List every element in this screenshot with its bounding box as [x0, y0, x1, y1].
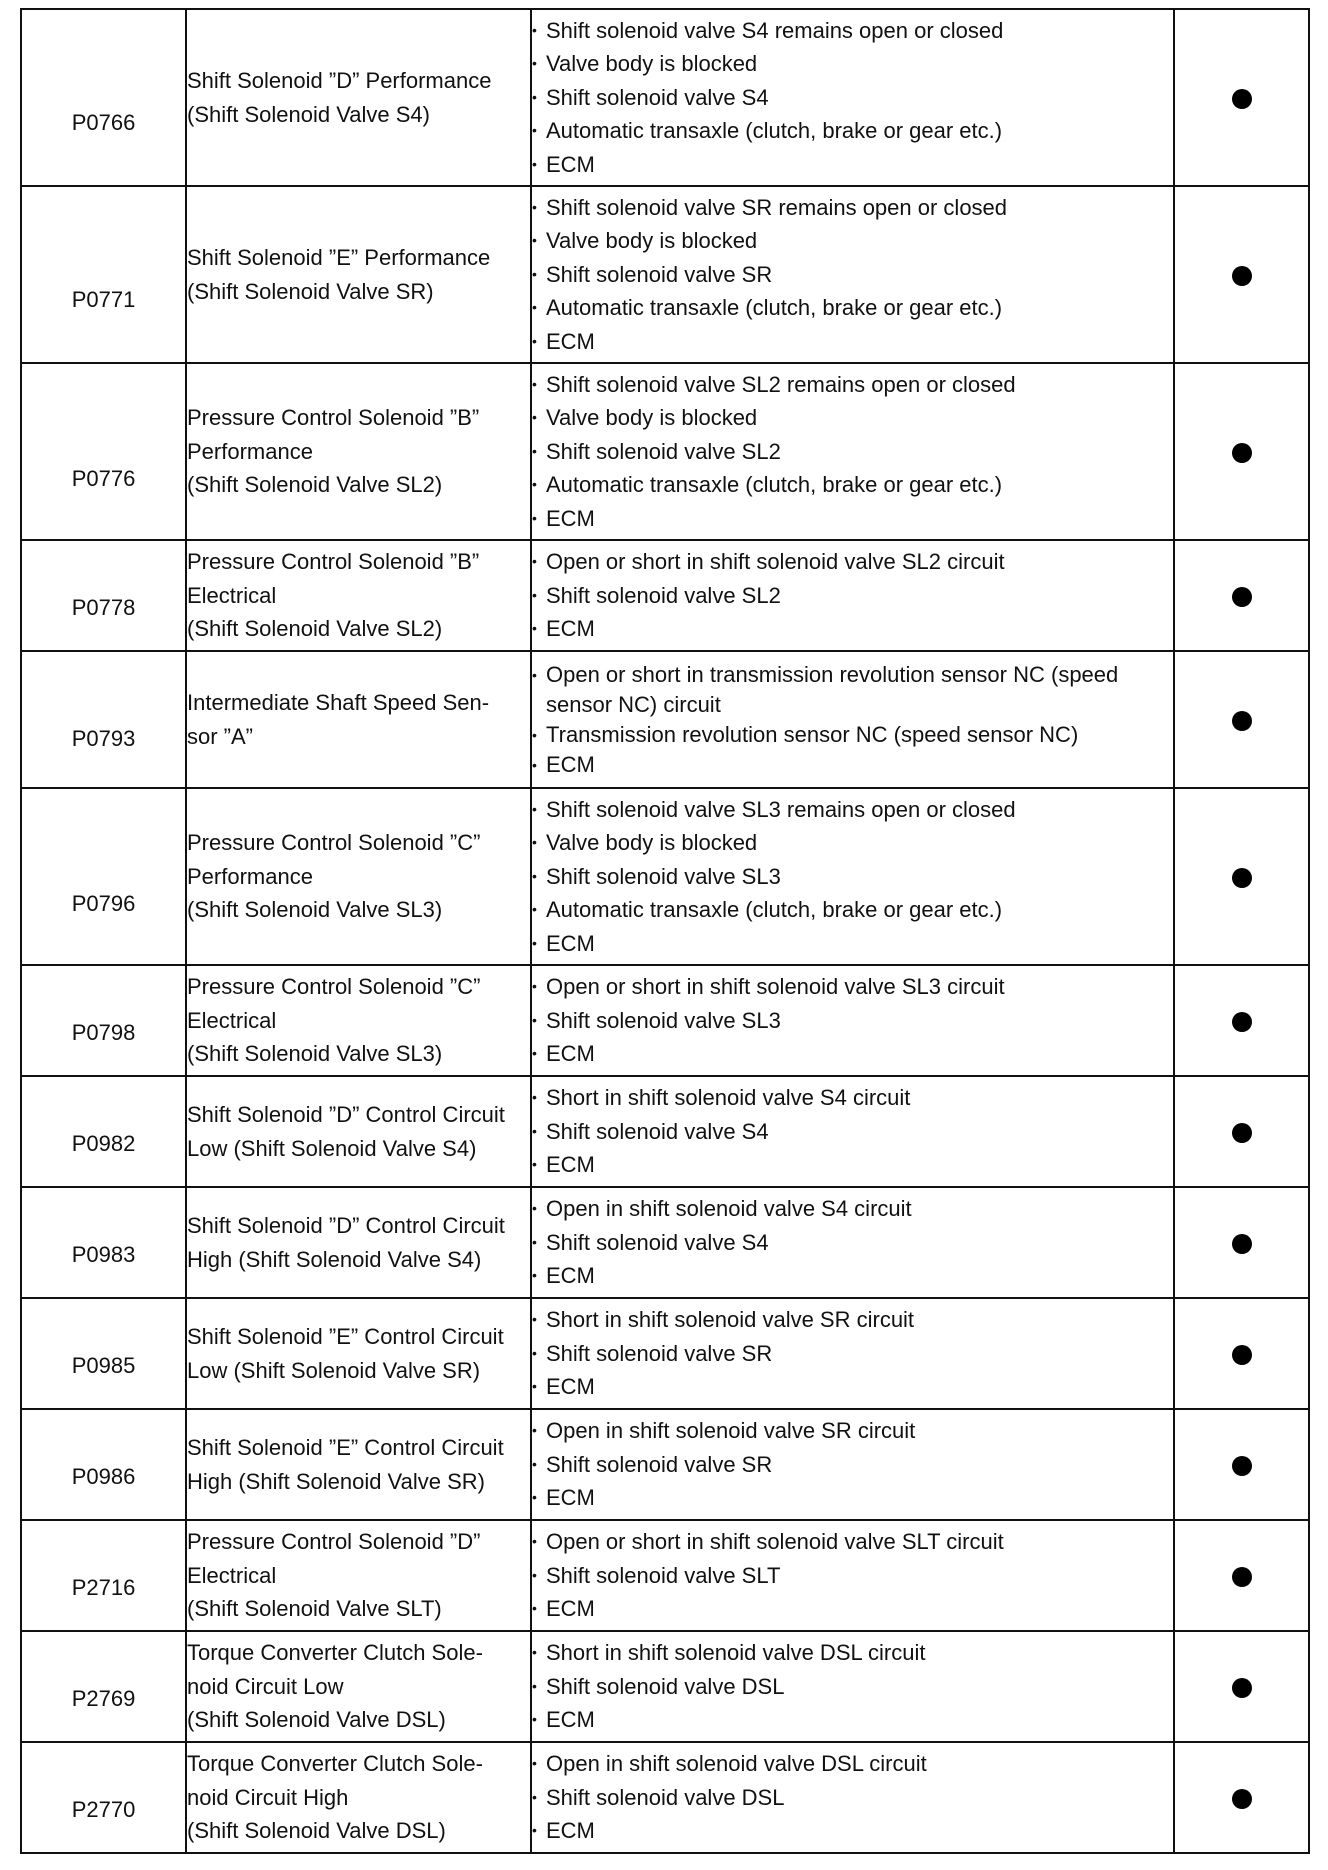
trouble-area-item: [532, 1448, 1173, 1482]
dtc-code-cell: [21, 1631, 186, 1742]
mil-cell: [1174, 363, 1309, 540]
trouble-area-cell: [531, 363, 1174, 540]
trouble-area-text: ECM: [546, 1263, 595, 1289]
detection-item-line: sor ”A”: [187, 723, 253, 749]
detection-item-line: noid Circuit Low: [187, 1673, 344, 1699]
bullet-icon: •: [532, 726, 537, 743]
mil-on-dot-icon: [1232, 1456, 1252, 1476]
dtc-code: P2769: [71, 1686, 136, 1711]
mil-cell: [1174, 1742, 1309, 1853]
bullet-icon: •: [532, 756, 537, 773]
bullet-icon: •: [532, 198, 537, 215]
trouble-area-list: [532, 1081, 1173, 1182]
table-row: [21, 1187, 1309, 1298]
trouble-area-text: ECM: [546, 151, 595, 177]
mil-cell: [1174, 540, 1309, 651]
mil-cell: [1174, 1631, 1309, 1742]
dtc-code-cell: [21, 965, 186, 1076]
trouble-area-item: [532, 1004, 1173, 1038]
trouble-area-item: [532, 81, 1173, 115]
bullet-icon: •: [532, 1011, 537, 1028]
dtc-code: P0793: [71, 726, 136, 751]
detection-item-cell: [186, 1187, 531, 1298]
dtc-code: P0985: [71, 1353, 136, 1378]
dtc-code-cell: [21, 1409, 186, 1520]
bullet-icon: •: [532, 834, 537, 851]
trouble-area-item: [532, 1259, 1173, 1293]
trouble-area-list: [532, 1414, 1173, 1515]
bullet-icon: •: [532, 1156, 537, 1173]
bullet-icon: •: [532, 800, 537, 817]
trouble-area-text: Transmission revolution sensor NC (speed sensor NC): [546, 721, 1079, 747]
trouble-area-cell: [531, 1076, 1174, 1187]
table-row: [21, 1742, 1309, 1853]
trouble-area-text: Valve body is blocked: [546, 405, 758, 431]
mil-on-dot-icon: [1232, 266, 1252, 286]
bullet-icon: •: [532, 978, 537, 995]
bullet-icon: •: [532, 1122, 537, 1139]
trouble-area-cell: [531, 965, 1174, 1076]
trouble-area-item: [532, 468, 1173, 502]
bullet-icon: •: [532, 375, 537, 392]
trouble-area-item: [532, 1747, 1173, 1781]
trouble-area-list: [532, 1192, 1173, 1293]
dtc-code: P0771: [71, 287, 136, 312]
trouble-area-item: [532, 1814, 1173, 1848]
detection-item-line: (Shift Solenoid Valve SL2): [187, 616, 443, 642]
mil-cell: [1174, 9, 1309, 186]
bullet-icon: •: [532, 1533, 537, 1550]
detection-item-line: Shift Solenoid ”D” Control Circuit: [187, 1213, 505, 1238]
trouble-area-item: [532, 1037, 1173, 1071]
trouble-area-text: ECM: [546, 1152, 595, 1178]
detection-item-line: Shift Solenoid ”D” Control Circuit: [187, 1102, 505, 1127]
detection-item-line: (Shift Solenoid Valve SL3): [187, 897, 443, 923]
bullet-icon: •: [532, 265, 537, 282]
trouble-area-text: Shift solenoid valve SR: [546, 1340, 773, 1366]
bullet-icon: •: [532, 155, 537, 172]
mil-on-dot-icon: [1232, 587, 1252, 607]
dtc-code-cell: [21, 363, 186, 540]
detection-item-cell: [186, 1520, 531, 1631]
bullet-icon: •: [532, 442, 537, 459]
bullet-icon: •: [532, 232, 537, 249]
trouble-area-text: Valve body is blocked: [546, 830, 758, 856]
trouble-area-list: [532, 793, 1173, 961]
dtc-code: P2716: [71, 1575, 136, 1600]
detection-item-line: Performance: [187, 438, 313, 464]
dtc-code-cell: [21, 186, 186, 363]
bullet-icon: •: [532, 1233, 537, 1250]
trouble-area-list: [532, 1747, 1173, 1848]
bullet-icon: •: [532, 1566, 537, 1583]
trouble-area-text: Shift solenoid valve SL3: [546, 863, 781, 889]
trouble-area-cell: [531, 186, 1174, 363]
trouble-area-text: ECM: [546, 751, 595, 777]
trouble-area-text: Automatic transaxle (clutch, brake or gear etc.): [546, 472, 1003, 498]
bullet-icon: •: [532, 1311, 537, 1328]
mil-on-dot-icon: [1232, 1123, 1252, 1143]
trouble-area-text: Open in shift solenoid valve S4 circuit: [546, 1196, 912, 1222]
detection-item-cell: [186, 1742, 531, 1853]
trouble-area-text: Shift solenoid valve S4: [546, 1229, 769, 1255]
mil-on-dot-icon: [1232, 1234, 1252, 1254]
bullet-icon: •: [532, 1677, 537, 1694]
trouble-area-text: Open or short in shift solenoid valve SLT circuit: [546, 1529, 1004, 1555]
detection-item-line: Low (Shift Solenoid Valve SR): [187, 1357, 481, 1383]
mil-cell: [1174, 186, 1309, 363]
detection-item-line: (Shift Solenoid Valve SLT): [187, 1596, 442, 1622]
dtc-code: P0778: [71, 595, 136, 620]
trouble-area-text: Shift solenoid valve SL3: [546, 1007, 781, 1033]
trouble-area-text: Shift solenoid valve S4: [546, 84, 769, 110]
detection-item-line: Torque Converter Clutch Sole-: [187, 1751, 483, 1777]
dtc-code-cell: [21, 1187, 186, 1298]
trouble-area-item: [532, 1370, 1173, 1404]
bullet-icon: •: [532, 1489, 537, 1506]
bullet-icon: •: [532, 1788, 537, 1805]
bullet-icon: •: [532, 586, 537, 603]
detection-item-cell: [186, 1631, 531, 1742]
trouble-area-item: [532, 860, 1173, 894]
trouble-area-text: Shift solenoid valve SLT: [546, 1562, 781, 1588]
bullet-icon: •: [532, 934, 537, 951]
detection-item-line: High (Shift Solenoid Valve S4): [187, 1246, 482, 1272]
bullet-icon: •: [532, 55, 537, 72]
mil-on-dot-icon: [1232, 1678, 1252, 1698]
trouble-area-item: [532, 368, 1173, 402]
trouble-area-text: Shift solenoid valve SL2 remains open or closed: [546, 371, 1016, 397]
detection-item-line: (Shift Solenoid Valve SL2): [187, 472, 443, 498]
mil-on-dot-icon: [1232, 868, 1252, 888]
trouble-area-text: ECM: [546, 1818, 595, 1844]
trouble-area-text: Shift solenoid valve DSL: [546, 1784, 785, 1810]
trouble-area-text: Shift solenoid valve S4 remains open or closed: [546, 17, 1004, 43]
mil-cell: [1174, 1409, 1309, 1520]
trouble-area-text: Shift solenoid valve DSL: [546, 1673, 785, 1699]
detection-item-line: Electrical: [187, 1562, 277, 1588]
dtc-table: [20, 8, 1310, 1854]
trouble-area-item: [532, 148, 1173, 182]
trouble-area-text: Automatic transaxle (clutch, brake or gear etc.): [546, 118, 1003, 144]
detection-item-line: Electrical: [187, 582, 277, 608]
dtc-code: P0796: [71, 891, 136, 916]
trouble-area-cell: [531, 9, 1174, 186]
mil-on-dot-icon: [1232, 1789, 1252, 1809]
trouble-area-text: Valve body is blocked: [546, 228, 758, 254]
trouble-area-text: Shift solenoid valve S4: [546, 1118, 769, 1144]
table-row: [21, 363, 1309, 540]
bullet-icon: •: [532, 1644, 537, 1661]
bullet-icon: •: [532, 867, 537, 884]
mil-on-dot-icon: [1232, 1345, 1252, 1365]
bullet-icon: •: [532, 1455, 537, 1472]
trouble-area-cell: [531, 1520, 1174, 1631]
mil-cell: [1174, 788, 1309, 965]
detection-item-line: Torque Converter Clutch Sole-: [187, 1640, 483, 1666]
table-row: [21, 540, 1309, 651]
detection-item-cell: [186, 1076, 531, 1187]
trouble-area-item: [532, 14, 1173, 48]
bullet-icon: •: [532, 332, 537, 349]
trouble-area-item: [532, 793, 1173, 827]
trouble-area-text: Shift solenoid valve SL2: [546, 582, 781, 608]
table-row: [21, 186, 1309, 363]
trouble-area-item: [532, 1703, 1173, 1737]
trouble-area-list: [532, 1525, 1173, 1626]
detection-item-cell: [186, 788, 531, 965]
trouble-area-item: [532, 1414, 1173, 1448]
mil-cell: [1174, 1298, 1309, 1409]
dtc-code-cell: [21, 1742, 186, 1853]
trouble-area-text: ECM: [546, 1707, 595, 1733]
dtc-code: P0983: [71, 1242, 136, 1267]
trouble-area-text: ECM: [546, 1374, 595, 1400]
trouble-area-item: [532, 325, 1173, 359]
dtc-code-cell: [21, 540, 186, 651]
table-row: [21, 1409, 1309, 1520]
detection-item-cell: [186, 186, 531, 363]
bullet-icon: •: [532, 122, 537, 139]
bullet-icon: •: [532, 1045, 537, 1062]
bullet-icon: •: [532, 299, 537, 316]
detection-item-cell: [186, 363, 531, 540]
bullet-icon: •: [532, 553, 537, 570]
trouble-area-item: [532, 750, 1173, 780]
detection-item-line: (Shift Solenoid Valve SR): [187, 278, 434, 304]
trouble-area-text: Open in shift solenoid valve DSL circuit: [546, 1751, 927, 1777]
detection-item-line: Shift Solenoid ”E” Control Circuit: [187, 1324, 504, 1349]
trouble-area-item: [532, 1303, 1173, 1337]
trouble-area-text: Short in shift solenoid valve S4 circuit: [546, 1085, 911, 1111]
trouble-area-text: Shift solenoid valve SR remains open or closed: [546, 194, 1008, 220]
detection-item-cell: [186, 1409, 531, 1520]
trouble-area-text: Shift solenoid valve SL2: [546, 438, 781, 464]
trouble-area-cell: [531, 788, 1174, 965]
detection-item-cell: [186, 540, 531, 651]
bullet-icon: •: [532, 1267, 537, 1284]
trouble-area-item: [532, 291, 1173, 325]
trouble-area-text: Shift solenoid valve SR: [546, 1451, 773, 1477]
dtc-code-cell: [21, 1298, 186, 1409]
trouble-area-cell: [531, 1742, 1174, 1853]
trouble-area-text: Valve body is blocked: [546, 51, 758, 77]
trouble-area-cell: [531, 651, 1174, 788]
mil-on-dot-icon: [1232, 711, 1252, 731]
dtc-table-body: [21, 9, 1309, 1853]
detection-item-line: (Shift Solenoid Valve S4): [187, 101, 430, 127]
trouble-area-item: [532, 970, 1173, 1004]
trouble-area-item: [532, 1148, 1173, 1182]
mil-on-dot-icon: [1232, 1567, 1252, 1587]
trouble-area-item: [532, 826, 1173, 860]
trouble-area-text: ECM: [546, 505, 595, 531]
mil-cell: [1174, 965, 1309, 1076]
trouble-area-text: Open in shift solenoid valve SR circuit: [546, 1418, 916, 1444]
bullet-icon: •: [532, 476, 537, 493]
mil-on-dot-icon: [1232, 443, 1252, 463]
trouble-area-item: [532, 612, 1173, 646]
bullet-icon: •: [532, 1422, 537, 1439]
detection-item-line: Shift Solenoid ”E” Performance: [187, 245, 491, 270]
detection-item-line: Performance: [187, 863, 313, 889]
trouble-area-item: [532, 258, 1173, 292]
dtc-code: P2770: [71, 1797, 136, 1822]
dtc-code: P0982: [71, 1131, 136, 1156]
trouble-area-text: Short in shift solenoid valve SR circuit: [546, 1307, 915, 1333]
trouble-area-item: [532, 893, 1173, 927]
dtc-code-cell: [21, 788, 186, 965]
trouble-area-text: ECM: [546, 1596, 595, 1622]
dtc-code: P0776: [71, 466, 136, 491]
mil-cell: [1174, 651, 1309, 788]
detection-item-cell: [186, 1298, 531, 1409]
trouble-area-item: [532, 1670, 1173, 1704]
trouble-area-cell: [531, 1631, 1174, 1742]
table-row: [21, 1076, 1309, 1187]
trouble-area-item: [532, 1525, 1173, 1559]
table-row: [21, 1631, 1309, 1742]
trouble-area-item: [532, 224, 1173, 258]
detection-item-line: (Shift Solenoid Valve DSL): [187, 1707, 446, 1733]
mil-on-dot-icon: [1232, 89, 1252, 109]
bullet-icon: •: [532, 409, 537, 426]
trouble-area-cell: [531, 540, 1174, 651]
trouble-area-item: [532, 545, 1173, 579]
trouble-area-list: [532, 660, 1173, 780]
trouble-area-item: [532, 1337, 1173, 1371]
detection-item-cell: [186, 965, 531, 1076]
trouble-area-item: [532, 927, 1173, 961]
detection-item-line: Pressure Control Solenoid ”B”: [187, 405, 480, 431]
detection-item-line: Pressure Control Solenoid ”D”: [187, 1529, 481, 1555]
bullet-icon: •: [532, 1822, 537, 1839]
mil-cell: [1174, 1076, 1309, 1187]
trouble-area-cell: [531, 1187, 1174, 1298]
trouble-area-item: [532, 191, 1173, 225]
table-row: [21, 965, 1309, 1076]
trouble-area-list: [532, 1636, 1173, 1737]
detection-item-line: Intermediate Shaft Speed Sen-: [187, 690, 490, 715]
detection-item-line: Pressure Control Solenoid ”C”: [187, 974, 481, 1000]
bullet-icon: •: [532, 901, 537, 918]
bullet-icon: •: [532, 620, 537, 637]
bullet-icon: •: [532, 666, 537, 683]
detection-item-line: (Shift Solenoid Valve SL3): [187, 1041, 443, 1067]
bullet-icon: •: [532, 1344, 537, 1361]
detection-item-cell: [186, 9, 531, 186]
detection-item-line: noid Circuit High: [187, 1784, 349, 1810]
trouble-area-text: Automatic transaxle (clutch, brake or gear etc.): [546, 295, 1003, 321]
trouble-area-text: Open or short in transmission revolution sensor NC (speed sensor NC) circuit: [546, 661, 1119, 717]
table-row: [21, 9, 1309, 186]
bullet-icon: •: [532, 1711, 537, 1728]
trouble-area-list: [532, 14, 1173, 182]
mil-cell: [1174, 1187, 1309, 1298]
trouble-area-list: [532, 368, 1173, 536]
trouble-area-cell: [531, 1298, 1174, 1409]
detection-item-line: Shift Solenoid ”E” Control Circuit: [187, 1435, 504, 1460]
dtc-code: P0766: [71, 110, 136, 135]
detection-item-line: Shift Solenoid ”D” Performance: [187, 68, 492, 93]
bullet-icon: •: [532, 509, 537, 526]
mil-on-dot-icon: [1232, 1012, 1252, 1032]
detection-item-line: Pressure Control Solenoid ”C”: [187, 830, 481, 856]
trouble-area-text: Short in shift solenoid valve DSL circuit: [546, 1640, 926, 1666]
detection-item-line: Pressure Control Solenoid ”B”: [187, 549, 480, 575]
trouble-area-item: [532, 1226, 1173, 1260]
trouble-area-item: [532, 114, 1173, 148]
trouble-area-text: ECM: [546, 1041, 595, 1067]
trouble-area-item: [532, 1636, 1173, 1670]
trouble-area-cell: [531, 1409, 1174, 1520]
trouble-area-item: [532, 1115, 1173, 1149]
trouble-area-item: [532, 1081, 1173, 1115]
dtc-code: P0798: [71, 1020, 136, 1045]
trouble-area-text: Shift solenoid valve SL3 remains open or closed: [546, 796, 1016, 822]
trouble-area-text: ECM: [546, 328, 595, 354]
bullet-icon: •: [532, 88, 537, 105]
trouble-area-text: Automatic transaxle (clutch, brake or gear etc.): [546, 897, 1003, 923]
bullet-icon: •: [532, 1600, 537, 1617]
detection-item-line: Electrical: [187, 1007, 277, 1033]
detection-item-line: Low (Shift Solenoid Valve S4): [187, 1135, 477, 1161]
trouble-area-item: [532, 435, 1173, 469]
trouble-area-list: [532, 970, 1173, 1071]
trouble-area-list: [532, 1303, 1173, 1404]
bullet-icon: •: [532, 1089, 537, 1106]
bullet-icon: •: [532, 1378, 537, 1395]
detection-item-line: (Shift Solenoid Valve DSL): [187, 1818, 446, 1844]
trouble-area-text: Open or short in shift solenoid valve SL3 circuit: [546, 974, 1005, 1000]
trouble-area-item: [532, 1592, 1173, 1626]
trouble-area-item: [532, 401, 1173, 435]
dtc-code-cell: [21, 9, 186, 186]
table-row: [21, 1520, 1309, 1631]
dtc-code: P0986: [71, 1464, 136, 1489]
trouble-area-item: [532, 579, 1173, 613]
bullet-icon: •: [532, 21, 537, 38]
trouble-area-item: [532, 720, 1173, 750]
table-row: [21, 1298, 1309, 1409]
trouble-area-item: [532, 1559, 1173, 1593]
trouble-area-item: [532, 47, 1173, 81]
mil-cell: [1174, 1520, 1309, 1631]
trouble-area-text: ECM: [546, 930, 595, 956]
dtc-code-cell: [21, 651, 186, 788]
trouble-area-item: [532, 1481, 1173, 1515]
bullet-icon: •: [532, 1200, 537, 1217]
trouble-area-text: Shift solenoid valve SR: [546, 261, 773, 287]
table-row: [21, 788, 1309, 965]
table-row: [21, 651, 1309, 788]
detection-item-cell: [186, 651, 531, 788]
trouble-area-text: ECM: [546, 616, 595, 642]
trouble-area-item: [532, 502, 1173, 536]
trouble-area-item: [532, 1781, 1173, 1815]
detection-item-line: High (Shift Solenoid Valve SR): [187, 1468, 485, 1494]
trouble-area-item: [532, 660, 1173, 720]
trouble-area-list: [532, 191, 1173, 359]
trouble-area-text: ECM: [546, 1485, 595, 1511]
trouble-area-text: Open or short in shift solenoid valve SL2 circuit: [546, 549, 1005, 575]
dtc-code-cell: [21, 1076, 186, 1187]
trouble-area-item: [532, 1192, 1173, 1226]
dtc-code-cell: [21, 1520, 186, 1631]
trouble-area-list: [532, 545, 1173, 646]
bullet-icon: •: [532, 1755, 537, 1772]
